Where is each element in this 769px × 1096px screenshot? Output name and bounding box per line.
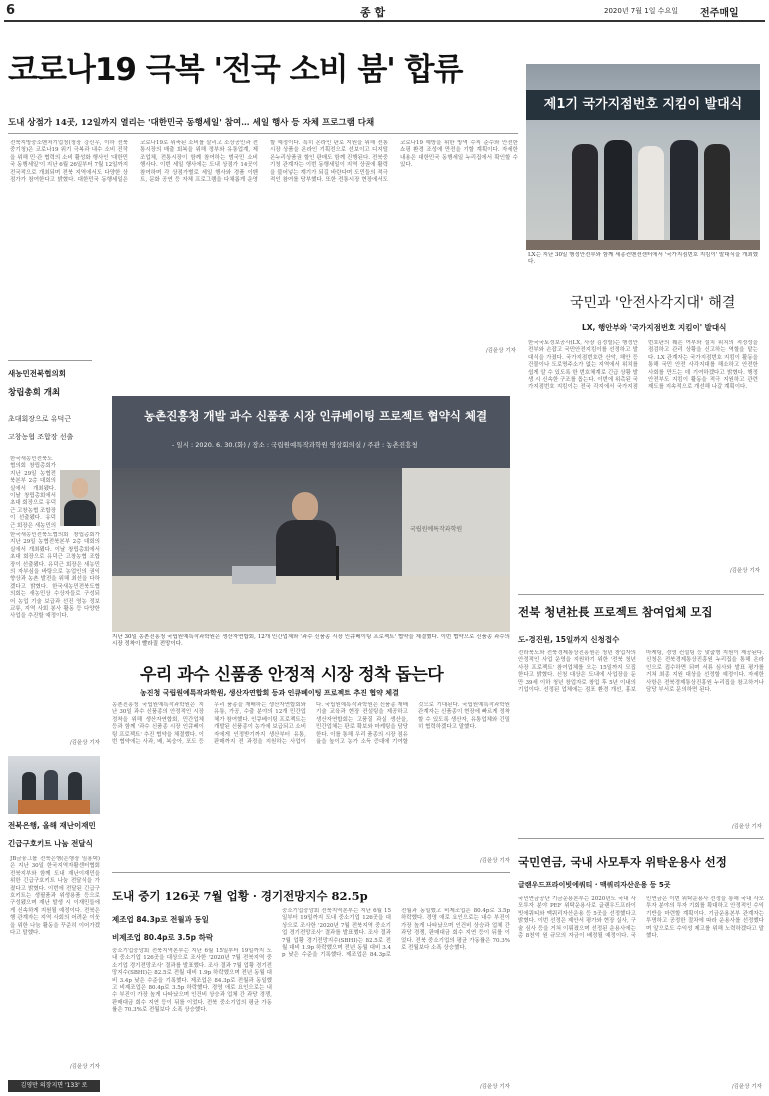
story1-sub1: 초대회장으로 유덕근 — [8, 415, 72, 423]
feature-body: 농촌진흥청 국립원예특작과학원은 지난 30일 과수 신품종의 안정적인 시장 정착을 위해 생산자연합회, 민간업체 등과 함께 '과수 신품종 시장 인큐베이팅 프로젝트' 추진 협약을 체결했다. 이번 협약에는 사과, 배, 복숭아, 포도 등 우리 품종을 재배하는 생산자연합회와 유통, 가공, 수출 분야의 12개 민간업체가 참여했다. 인큐베이팅 프로젝트는 개발된 신품종이 농가에 보급되고 소비자에게 인정받기까지 생산부터 유통, 판매까지 전 과정을 지원하는 사업이다. 국립원예특작과학원은 신품종 재배 기술 교육과 현장 컨설팅을 제공하고 생산자연합회는 고품질 과실 생산을, 민간업체는 판로 확보와 마케팅을 담당한다. 이를 통해 우리 품종의 시장 점유율을 높이고 농가 소득 증대에 기여할 것으로 기대된다. 국립원예특작과학원 관계자는 신품종이 현장에 빠르게 정착할 수 있도록 생산자, 유통업체와 긴밀히 협력하겠다고 말했다. — [112, 702, 510, 746]
story2-headline2: 긴급구호키트 나눔 전달식 — [8, 839, 93, 848]
person-5 — [704, 144, 730, 240]
story1-kicker: 새농민전북협의회 — [8, 369, 66, 378]
story2-byline: /김윤상 기자 — [69, 1064, 100, 1070]
laptop — [232, 566, 276, 584]
banner-backdrop — [112, 396, 510, 468]
lead-subhead: 도내 상점가 14곳, 12일까지 열리는 '대한민국 동행세일' 참여… 세일 행사 등 자체 프로그램 다채 — [8, 118, 375, 128]
story1-body: 한국새농민전북도협의회 창립총회가 지난 29일 농협전북본부 2층 대회의실에서 개최됐다. 이날 창립총회에서 초대 회장으로 유덕근 고창농협 조합장이 선출됐다. 유덕근 회장은 새농민의 — [10, 456, 56, 529]
lx-headline: 국민과 '안전사각지대' 해결 — [570, 295, 736, 311]
page-number: 6 — [6, 3, 16, 18]
youth-subhead: 도-경진원, 15일까지 신청접수 — [518, 635, 620, 644]
pension-subhead: 글랜우드프라이빗에쿼티 · 맥쿼리자산운용 등 5곳 — [518, 881, 671, 889]
lx-byline: /김윤상 기자 — [729, 568, 760, 574]
story2-headline: 전북은행, 올해 재난이재민 — [8, 821, 96, 830]
pension-body: 국민연금공단 기금운용본부는 2020년도 국내 사모투자 분야 PEF 위탁운용사로 글랜우드프라이빗에쿼티와 맥쿼리자산운용 등 5곳을 선정했다고 밝혔다. 이번 선정은 제안서 평가와 현장 실사, 구술 심사 등을 거쳐 이뤄졌으며 선정된 운용사에는 총 8천억 원 규모의 자금이 배정될 예정이다. 국민연금은 이번 위탁운용사 선정을 통해 국내 사모투자 분야의 투자 기회를 확대하고 안정적인 수익 기반을 마련할 계획이다. 기금운용본부 관계자는 투명하고 공정한 절차에 따라 운용사를 선정했다며 앞으로도 수익성 제고를 위해 노력하겠다고 말했다. — [518, 896, 764, 940]
section-label: 종 합 — [360, 6, 386, 19]
industry-headline: 도내 중기 126곳 7월 업황 · 경기전망지수 82.5p — [112, 889, 368, 903]
youth-headline: 전북 청년社長 프로젝트 참여업체 모집 — [518, 605, 713, 619]
person-1 — [572, 144, 598, 240]
youth-body: 전라북도와 전북경제통상진흥원은 청년 창업자의 안정적인 사업 운영을 지원하기 위한 '전북 청년사장 프로젝트' 참여업체를 오는 15일까지 모집한다고 밝혔다. 신청 대상은 도내에 사업장을 둔 만 39세 이하 청년 창업자로 창업 후 5년 이내의 기업이다. 선정된 업체에는 점포 환경 개선, 홍보 마케팅, 경영 컨설팅 등 맞춤형 지원이 제공된다. 신청은 전북경제통상진흥원 누리집을 통해 온라인으로 접수하면 되며 서류 심사와 발표 평가를 거쳐 최종 지원 대상을 선정할 예정이다. 자세한 사항은 전북경제통상진흥원 누리집을 참고하거나 담당 부서로 문의하면 된다. — [518, 650, 764, 694]
stage-floor — [526, 240, 760, 250]
portrait-photo — [60, 470, 100, 526]
speaker-head — [292, 492, 318, 522]
lead-byline: /김윤상 기자 — [485, 348, 516, 354]
lx-ceremony-photo — [526, 64, 760, 250]
ad-strip: 김영만 의장지면 '133' 로 — [8, 1080, 100, 1092]
industry-body-left: 중소기업중앙회 전북지역본부는 지난 6월 15일부터 19일까지 도내 중소기업 126곳을 대상으로 조사한 '2020년 7월 전북지역 중소기업 경기전망조사' 결과를 발표했다. 조사 결과 7월 업황 경기전망지수(SBHI)는 82.5로 전월 대비 1.9p 하락했으며 전년 동월 대비 3.4p 낮은 수준을 기록했다. 제조업은 84.3p로 전월과 동일했고 비제조업은 80.4p로 3.5p 하락했다. 경영 애로 요인으로는 내수 부진이 가장 높게 나타났으며 인건비 상승과 업체 간 과당 경쟁, 판매대금 회수 지연 등이 뒤를 이었다. 전북 중소기업의 평균 가동률은 70.3%로 전월보다 소폭 상승했다. — [112, 948, 272, 1014]
feature-subhead: 농진청 국립원예특작과학원, 생산자연합회 등과 인큐베이팅 프로젝트 추진 협약 체결 — [140, 689, 399, 697]
masthead-rule — [4, 20, 765, 22]
portrait-suit — [64, 500, 96, 526]
lead-headline: 코로나19 극복 '전국 소비 붐' 합류 — [8, 52, 463, 88]
feature-banner-title: 농촌진흥청 개발 과수 신품종 시장 인큐베이팅 프로젝트 협약식 체결 — [144, 409, 488, 423]
person-4 — [670, 140, 698, 240]
pension-byline: /김윤상 기자 — [731, 1084, 762, 1090]
industry-sub2: 비제조업 80.4p로 3.5p 하락 — [112, 933, 214, 942]
paper-name: 전주매일 — [700, 8, 739, 19]
issue-date: 2020년 7월 1일 수요일 — [604, 7, 678, 15]
feature-caption: 지난 30일 농촌진흥청 국립원예특작과학원은 생산자연합회, 12개 민간업체와 '과수 신품종 시장 인큐베이팅 프로젝트' 협약을 체결했다. 이번 협약으로 신품종 과수의 시장 정착이 빨라질 전망이다. — [112, 634, 510, 648]
feature-headline: 우리 과수 신품종 안정적 시장 정착 돕는다 — [140, 665, 444, 685]
industry-body: 중소기업중앙회 전북지역본부는 지난 6월 15일부터 19일까지 도내 중소기업 126곳을 대상으로 조사한 '2020년 7월 전북지역 중소기업 경기전망조사' 결과를 발표했다. 조사 결과 7월 업황 경기전망지수(SBHI)는 82.5로 전월 대비 1.9p 하락했으며 전년 동월 대비 3.4p 낮은 수준을 기록했다. 제조업은 84.3p로 전월과 동일했고 비제조업은 80.4p로 3.5p 하락했다. 경영 애로 요인으로는 내수 부진이 가장 높게 나타났으며 인건비 상승과 업체 간 과당 경쟁, 판매대금 회수 지연 등이 뒤를 이었다. 전북 중소기업의 평균 가동률은 70.3%로 전월보다 소폭 상승했다. — [282, 908, 510, 959]
pension-rule — [518, 838, 764, 839]
story1-byline: /김윤상 기자 — [69, 740, 100, 746]
ceremony-banner: 제1기 국가지점번호 지킴이 발대식 — [526, 90, 760, 120]
youth-byline: /김윤상 기자 — [731, 824, 762, 830]
lead-body: 전북지방중소벤처기업청(청장 강신우, 이하 전북중기청)은 코로나19 위기 극복과 내수 소비 진작을 위해 민·관 협력의 소비 활성화 행사인 '대한민국 동행세일'이 지난 6월 26일부터 7월 12일까지 전국적으로 개최되며 전북 지역에서도 다양한 상점가가 참여한다고 밝혔다. 대한민국 동행세일은 코로나19로 위축된 소비를 살리고 소상공인과 전통시장의 매출 회복을 위해 정부와 유통업계, 제조업체, 전통시장이 함께 참여하는 범국민 소비 행사다. 이번 세일 행사에는 도내 상점가 14곳이 참여하며 각 상점가별로 세일 행사와 경품 이벤트, 문화 공연 등 자체 프로그램을 다채롭게 운영할 예정이다. 특히 온라인 판로 지원을 위해 전통시장 상품을 온라인 기획전으로 선보이고 디지털 온누리상품권 할인 판매도 함께 진행된다. 전북중기청 관계자는 이번 동행세일이 지역 상권에 활력을 불어넣는 계기가 되길 바란다며 도민들의 적극적인 참여를 당부했다. 또한 전통시장 현장에서도 코로나19 예방을 위한 방역 수칙 준수와 안전한 쇼핑 환경 조성에 만전을 기할 계획이다. 자세한 내용은 대한민국 동행세일 누리집에서 확인할 수 있다. — [10, 140, 518, 184]
lead-divider — [8, 133, 518, 134]
industry-byline: /김윤상 기자 — [479, 1084, 510, 1090]
person-2 — [604, 140, 632, 240]
story1-sub2: 고창농협 조합장 선출 — [8, 433, 74, 441]
industry-sub1: 제조업 84.3p로 전월과 동일 — [112, 915, 209, 924]
feature-photo — [112, 396, 510, 632]
conference-table — [112, 576, 510, 632]
masthead — [0, 0, 769, 20]
donation-boxes — [18, 800, 90, 814]
speaker-body — [276, 520, 336, 580]
pension-headline: 국민연금, 국내 사모투자 위탁운용사 선정 — [518, 855, 727, 869]
lx-body: 한국국토정보공사(LX, 사장 김정렬)는 행정안전부와 손잡고 국민안전지킴이를 선정하고 발대식을 가졌다. 국가지점번호란 산악, 해안 등 건물이나 도로명주소가 없는 지역에서 위치를 쉽게 알 수 있도록 한 번호체계로 긴급 상황 발생 시 신속한 구조를 돕는다. 이번에 위촉된 국가지점번호 지킴이는 전국 각지에서 국가지점번호판의 훼손 여부와 설치 위치의 적정성을 점검하고 관리 상황을 신고하는 역할을 맡는다. LX 관계자는 국가지점번호 지킴이 활동을 통해 국민 안전 사각지대를 해소하고 안전한 사회를 만드는 데 기여하겠다고 밝혔다. 행정안전부도 지킴이 활동을 적극 지원하고 관련 제도를 지속적으로 개선해 나갈 계획이다. — [528, 340, 758, 391]
feature-byline: /김윤상 기자 — [479, 858, 510, 864]
lx-caption: LX는 지난 30일 행정안전부와 함께 세종컨벤션센터에서 '국가지점번호 지킴이' 발대식을 개최했다. — [528, 252, 758, 266]
portrait-face — [72, 478, 88, 498]
industry-rule — [112, 872, 510, 873]
feature-banner-sub: - 일시 : 2020. 6. 30.(화) / 장소 : 국립원예특작과학원 영상회의실 / 주관 : 농촌진흥청 — [172, 441, 418, 449]
story1-headline: 창립총회 개최 — [8, 388, 61, 398]
youth-rule — [518, 594, 764, 595]
story2-body: JB금융그룹 전북은행(은행장 임용택)은 지난 30일 한국지역자활센터협회 전북지부와 함께 도내 재난이재민을 위한 긴급구호키트 나눔 전달식을 가졌다고 밝혔다. 이번에 전달된 긴급구호키트는 생필품과 위생용품 등으로 구성됐으며 재난 발생 시 이재민들에게 신속하게 지원될 예정이다. 전북은행 관계자는 지역 사회의 어려운 이웃을 위한 나눔 활동을 꾸준히 이어가겠다고 말했다. — [10, 856, 100, 937]
donation-photo — [8, 756, 100, 814]
microphone — [336, 546, 339, 580]
story1-body-cont: 한국새농민전북도협의회 창립총회가 지난 29일 농협전북본부 2층 대회의실에서 개최됐다. 이날 창립총회에서 초대 회장으로 유덕근 고창농협 조합장이 선출됐다. 유덕근 회장은 새농민의 자부심을 바탕으로 농업인의 권익 향상과 농촌 발전을 위해 최선을 다하겠다고 밝혔다. 한국새농민전북도협의회는 새농민상 수상자들로 구성되어 농업 기술 보급과 선진 영농 정보 교류, 지역 사회 봉사 활동 등 다양한 사업을 추진할 예정이다. — [10, 532, 100, 620]
left-col-divider-top — [8, 360, 92, 361]
lx-subhead: LX, 행안부와 '국가지점번호 지킴이' 발대식 — [582, 323, 727, 332]
podium-label: 국립원예특작과학원 — [410, 526, 463, 533]
person-3 — [638, 146, 664, 240]
